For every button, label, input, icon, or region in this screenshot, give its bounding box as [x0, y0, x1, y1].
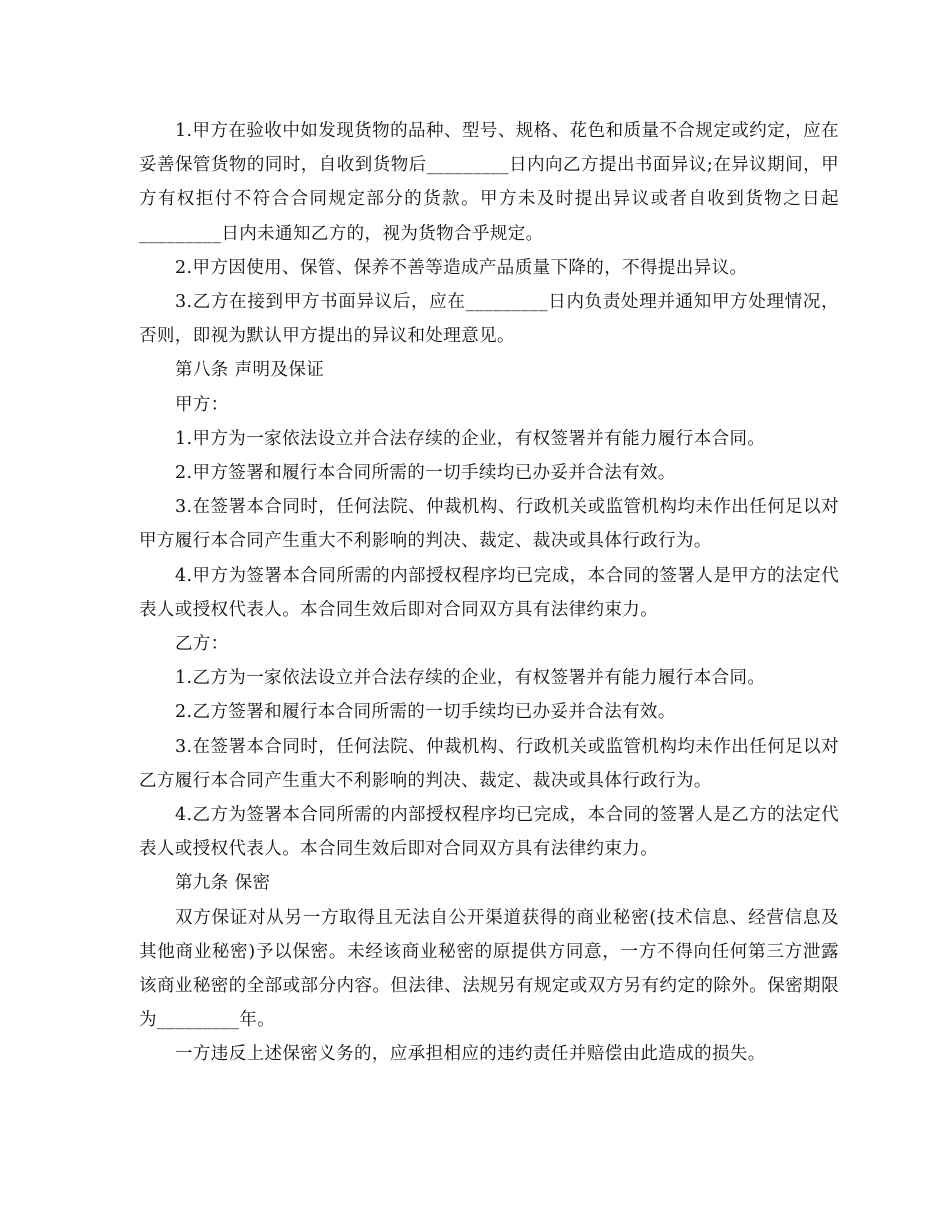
article-9-heading: 第九条 保密 [175, 873, 271, 894]
confidentiality-paragraph: 双方保证对从另一方取得且无法自公开渠道获得的商业秘密(技术信息、经营信息及其他商业秘密)予以保密。未经该商业秘密的原提供方同意，一方不得向任何第三方泄露该商业秘密的全部或部分内容。但法律、法规另有规定或双方另有约定的除外。保密期限为_________年。 [139, 907, 839, 1031]
party-b-item-1: 1.乙方为一家依法设立并合法存续的企业，有权签署并有能力履行本合同。 [175, 668, 766, 689]
clause-7-item-3: 3.乙方在接到甲方书面异议后，应在_________日内负责处理并通知甲方处理情况，否则，即视为默认甲方提出的异议和处理意见。 [139, 292, 839, 347]
party-b-item-3: 3.在签署本合同时，任何法院、仲裁机构、行政机关或监管机构均未作出任何足以对乙方履行本合同产生重大不利影响的判决、裁定、裁决或具体行政行为。 [139, 736, 839, 791]
clause-7-item-1: 1.甲方在验收中如发现货物的品种、型号、规格、花色和质量不合规定或约定，应在妥善保管货物的同时，自收到货物后_________日内向乙方提出书面异议;在异议期间，甲方有权拒付不符合合同规定部分的货款。甲方未及时提出异议或者自收到货物之日起_________日内未通知乙方的，视为货物合乎规定。 [139, 121, 839, 244]
party-b-item-2: 2.乙方签署和履行本合同所需的一切手续均已办妥并合法有效。 [175, 702, 676, 723]
clause-7-item-2: 2.甲方因使用、保管、保养不善等造成产品质量下降的，不得提出异议。 [175, 257, 748, 278]
party-a-item-1: 1.甲方为一家依法设立并合法存续的企业，有权签署并有能力履行本合同。 [175, 428, 766, 449]
party-b-item-4: 4.乙方为签署本合同所需的内部授权程序均已完成，本合同的签署人是乙方的法定代表人或授权代表人。本合同生效后即对合同双方具有法律约束力。 [139, 805, 839, 860]
article-8-heading: 第八条 声明及保证 [175, 360, 325, 381]
document-body [139, 114, 839, 1072]
party-a-item-3: 3.在签署本合同时，任何法院、仲裁机构、行政机关或监管机构均未作出任何足以对甲方履行本合同产生重大不利影响的判决、裁定、裁决或具体行政行为。 [139, 497, 839, 552]
party-a-item-2: 2.甲方签署和履行本合同所需的一切手续均已办妥并合法有效。 [175, 463, 676, 484]
party-a-label: 甲方： [175, 394, 229, 415]
breach-paragraph: 一方违反上述保密义务的，应承担相应的违约责任并赔偿由此造成的损失。 [175, 1044, 766, 1065]
party-b-label: 乙方： [175, 634, 229, 655]
party-a-item-4: 4.甲方为签署本合同所需的内部授权程序均已完成，本合同的签署人是甲方的法定代表人或授权代表人。本合同生效后即对合同双方具有法律约束力。 [139, 565, 839, 620]
